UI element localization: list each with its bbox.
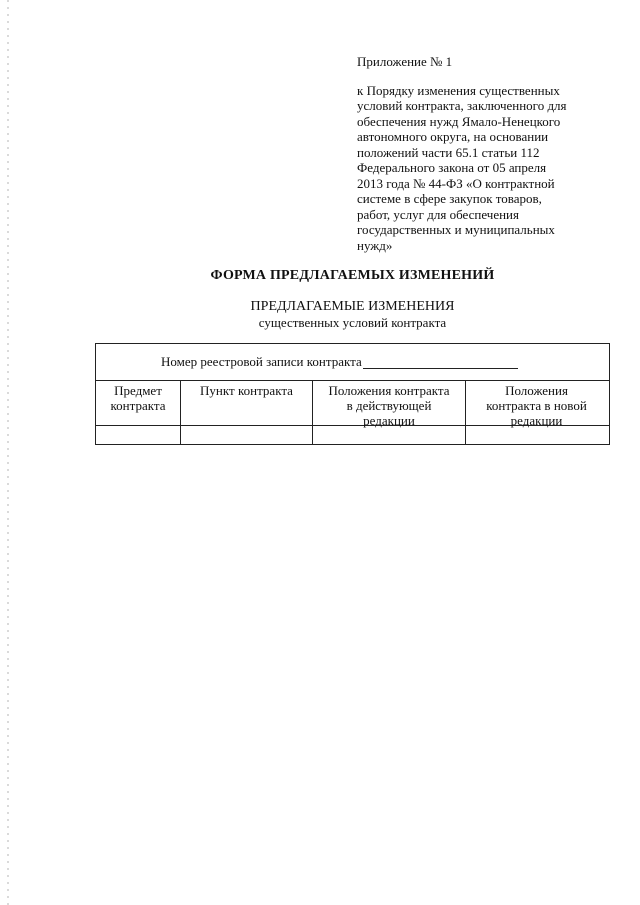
table-header-row: [96, 381, 609, 426]
changes-table: [95, 343, 610, 445]
table-cell: [466, 426, 607, 444]
column-header-clause: Пункт контракта: [181, 381, 313, 425]
registry-number-blank: [363, 356, 518, 369]
scan-edge: [7, 0, 9, 905]
table-cell: [96, 426, 181, 444]
column-header-current-provisions: Положения контракта в действующей редакции: [313, 381, 466, 425]
form-title: ФОРМА ПРЕДЛАГАЕМЫХ ИЗМЕНЕНИЙ: [210, 268, 495, 283]
table-cell: [181, 426, 313, 444]
appendix-block: [357, 54, 627, 253]
subtitle-line-1: ПРЕДЛАГАЕМЫЕ ИЗМЕНЕНИЯ: [250, 299, 455, 314]
column-header-subject: Предмет контракта: [96, 381, 181, 425]
subtitle-line-2: существенных условий контракта: [258, 315, 447, 330]
appendix-body: к Порядку изменения существенных условий контракта, заключенного для обеспечения нужд Ямало-Ненецкого автономного округа, на основании положений части 65.1 статьи 112 Федерального закона от 05 апреля 2013 года № 44-ФЗ «О контрактной системе в сфере закупок товаров, работ, услуг для обеспечения государственных и муниципальных нужд»: [357, 82, 567, 253]
table-row: [96, 426, 609, 444]
subtitle: [0, 299, 640, 331]
column-header-new-provisions: Положения контракта в новой редакции: [486, 383, 587, 428]
table-cell: [313, 426, 466, 444]
appendix-title: Приложение № 1: [357, 54, 453, 69]
registry-label: Номер реестровой записи контракта: [161, 354, 362, 369]
registry-row: [96, 344, 609, 381]
